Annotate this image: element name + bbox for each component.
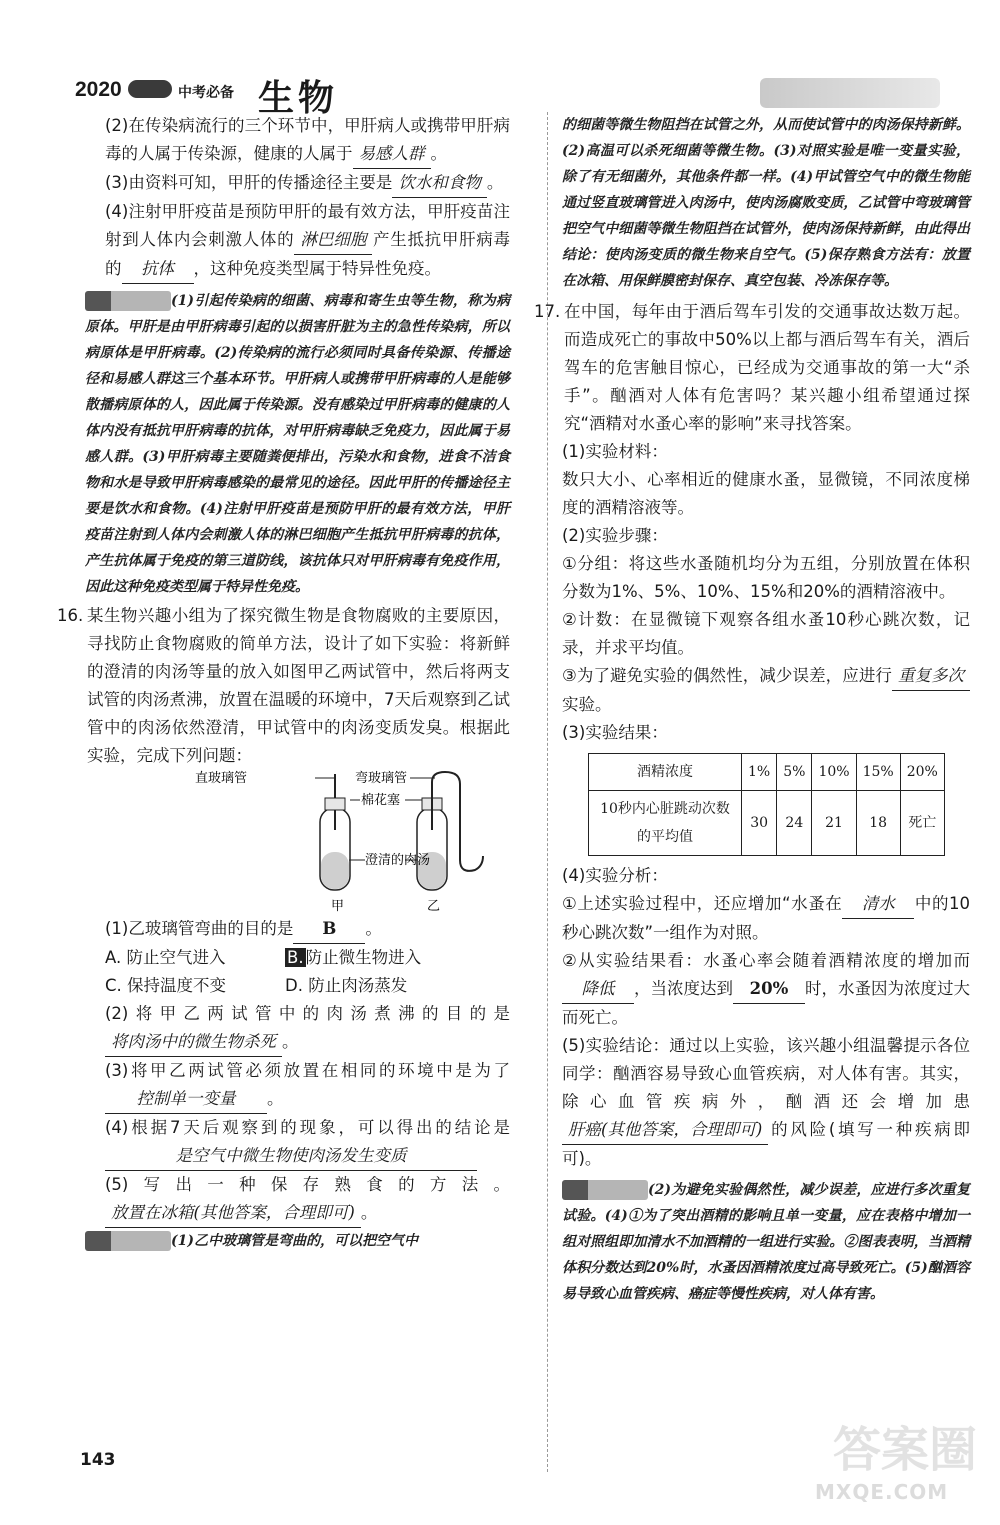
- q16-sub2-text: (2)将甲乙两试管中的肉汤煮沸的目的是: [105, 1004, 510, 1023]
- table-cell: 24: [777, 791, 812, 856]
- q17-step3-end: 实验。: [562, 695, 612, 714]
- q17-step3-text: ③为了避免实验的偶然性，减少误差，应进行: [562, 666, 892, 685]
- q16-sub3-text: (3)将甲乙两试管必须放置在相同的环境中是为了: [105, 1061, 510, 1080]
- q16-analysis: [85, 1228, 510, 1254]
- q17-conclusion-end: 的风险(填写一种疾病即可)。: [562, 1120, 970, 1168]
- label-bent-tube: 弯玻璃管: [355, 771, 408, 786]
- option-c: C. 保持温度不变: [105, 976, 227, 995]
- table-cell: 15%: [856, 754, 900, 791]
- table-cell: 21: [812, 791, 856, 856]
- page-header: [0, 0, 1000, 119]
- q16-options: [85, 944, 510, 1000]
- q17-materials-text: 数只大小、心率相近的健康水蚤，显微镜，不同浓度梯度的酒精溶液等。: [562, 470, 970, 517]
- q16-answer-4: 是空气中微生物使肉汤发生变质: [105, 1142, 477, 1171]
- analysis-badge: [562, 1180, 648, 1200]
- q16-stem: 某生物兴趣小组为了探究微生物是食物腐败的主要原因，寻找防止食物腐败的简单方法，设计了如下实验：将新鲜的澄清的肉汤等量的放入如图甲乙两试管中，然后将两支试管的肉汤煮沸，放置在温暖的环境中，7天后观察到乙试管中的肉汤依然澄清，甲试管中的肉汤变质发臭。根据此实验，完成下列问题：: [87, 606, 510, 765]
- q15-analysis-text: (1)引起传染病的细菌、病毒和寄生虫等生物，称为病原体。甲肝是由甲肝病毒引起的以损害肝脏为主的急性传染病，所以病原体是甲肝病毒。(2)传染病的流行必须同时具备传染源、传播途径和易感人群这三个基本环节。甲肝病人或携带甲肝病毒的人是能够散播病原体的人，因此属于传染源。没有感染过甲肝病毒的健康的人体内没有抵抗甲肝病毒的抗体，对甲肝病毒缺乏免疫力，因此属于易感人群。(3)甲肝病毒主要随粪便排出，污染水和食物，进食不洁食物和水是导致甲肝病毒感染的最常见的途径。因此甲肝的传播途径主要是饮水和食物。(4)注射甲肝疫苗是预防甲肝的最有效方法，甲肝疫苗注射到人体内会刺激人体的淋巴细胞产生抵抗甲肝病毒的抗体，产生抗体属于免疫的第三道防线，该抗体只对甲肝病毒有免疫作用，因此这种免疫类型属于特异性免疫。: [85, 293, 510, 595]
- cotton-plug-jia: [325, 798, 345, 810]
- q17-analysis-text: (2)为避免实验偶然性，减少误差，应进行多次重复试验。(4)①为了突出酒精的影响且单一变量，应在表格中增加一组对照组即加清水不加酒精的一组进行实验。②图表表明，当酒精体积分数达到20%时，水蚤因酒精浓度过高导致死亡。(5)酗酒容易导致心血管疾病、癌症等慢性疾病，对人体有害。: [562, 1182, 970, 1302]
- q15-part2-text: (2)在传染病流行的三个环节中，甲肝病人或携带甲肝病毒的人属于传染源，健康的人属于: [105, 116, 510, 163]
- watermark-logo: 答案圈: [832, 1422, 977, 1478]
- table-cell: 18: [856, 791, 900, 856]
- q15-answer-3: 饮水和食物: [392, 169, 487, 198]
- brand-logo: [128, 80, 172, 98]
- q17-analysis-heading: (4)实验分析：: [562, 866, 668, 885]
- q16-answer-1: B: [293, 915, 365, 944]
- q16-sub1: (1)乙玻璃管弯曲的目的是 B 。: [85, 915, 510, 944]
- results-table: [588, 753, 945, 856]
- q17-answer-a2a: 降低: [562, 975, 634, 1004]
- table-cell: 5%: [777, 754, 812, 791]
- analysis-badge: [85, 1231, 171, 1251]
- q15-part4-text-a: (4)注射甲肝疫苗是预防甲肝的最有效方法，甲肝疫苗注射到人体内会刺激人体的: [105, 202, 510, 249]
- q17-answer-step3: 重复多次: [892, 662, 970, 691]
- table-row: [589, 791, 945, 856]
- q16: [57, 602, 510, 770]
- q17-analysis: [562, 1177, 970, 1307]
- q17-answer-conclusion: 肝癌(其他答案，合理即可): [562, 1116, 768, 1145]
- label-straight-tube: 直玻璃管: [195, 771, 248, 786]
- book-series: 中考必备: [178, 85, 234, 101]
- q17-analysis-2-end: 时，水蚤因为浓度过大而死亡。: [562, 979, 970, 1027]
- label-broth: 澄清的肉汤: [365, 853, 431, 868]
- q17-analysis-1: [562, 890, 970, 947]
- q17-number: 17.: [534, 302, 561, 321]
- option-b: [285, 944, 485, 972]
- table-cell: 10%: [812, 754, 856, 791]
- table-row: [589, 754, 945, 791]
- q17-step3: [562, 662, 970, 719]
- q16-sub2: (2)将甲乙两试管中的肉汤煮沸的目的是将肉汤中的微生物杀死 。: [85, 1000, 510, 1057]
- label-jia: 甲: [331, 899, 345, 914]
- q15-part4-text-b: 产生抵抗甲肝病毒的: [105, 230, 511, 278]
- q17-analysis-1-end: 中的10秒心跳次数”一组作为对照。: [562, 894, 970, 942]
- q16-analysis-continued: 的细菌等微生物阻挡在试管之外，从而使试管中的肉汤保持新鲜。(2)高温可以杀死细菌等微生物。(3)对照实验是唯一变量实验，除了有无细菌外，其他条件都一样。(4)甲试管空气中的微生物能通过竖直玻璃管进入肉汤中，使肉汤腐败变质，乙试管中弯玻璃管把空气中细菌等微生物阻挡在试管外，使肉汤保持新鲜，由此得出结论：使肉汤变质的微生物来自空气。(5)保存熟食方法有：放置在冰箱、用保鲜膜密封保存、真空包装、冷冻保存等。: [562, 117, 970, 289]
- q17-answer-a1: 清水: [842, 890, 914, 919]
- q15-answer-4a: 淋巴细胞: [294, 226, 372, 255]
- option-b-text: 防止微生物进入: [305, 948, 422, 967]
- q17-conclusion-text: (5)实验结论：通过以上实验，该兴趣小组温馨提示各位同学：酗酒容易导致心血管疾病，对人体有害。其实，除心血管疾病外，酗酒还会增加患: [562, 1036, 970, 1111]
- table-cell: 1%: [742, 754, 777, 791]
- q16-sub4-text: (4)根据7天后观察到的现象，可以得出的结论是: [105, 1118, 510, 1137]
- q16-answer-3: 控制单一变量: [105, 1085, 267, 1114]
- q16-answer-2: 将肉汤中的微生物杀死: [105, 1028, 282, 1057]
- subject-title: 生物: [258, 77, 339, 119]
- analysis-badge: [85, 291, 171, 311]
- q15-part4: [85, 198, 510, 284]
- q17-steps-heading: (2)实验步骤：: [562, 526, 668, 545]
- q15-answer-2: 易感人群: [353, 140, 431, 169]
- q15-part3-text: (3)由资料可知，甲肝的传播途径主要是: [105, 173, 393, 192]
- q16-analysis-text: (1)乙中玻璃管是弯曲的，可以把空气中: [171, 1233, 418, 1249]
- test-tube-figure: [155, 770, 485, 915]
- option-b-marker: B.: [287, 948, 304, 967]
- q15-answer-4b: 抗体: [122, 255, 194, 284]
- option-a: A. 防止空气进入: [105, 948, 226, 967]
- q17-step1: ①分组：将这些水蚤随机均分为五组，分别放置在体积分数为1%、5%、10%、15%和20%的酒精溶液中。: [562, 554, 970, 601]
- table-cell: 死亡: [900, 791, 944, 856]
- table-cell-head: 酒精浓度: [589, 754, 742, 791]
- q17-materials-heading: (1)实验材料：: [562, 442, 668, 461]
- option-d: D. 防止肉汤蒸发: [285, 976, 408, 995]
- q17-results-heading: (3)实验结果：: [562, 723, 668, 742]
- section-banner: [760, 78, 940, 108]
- q16-sub5-text: (5)写出一种保存熟食的方法。: [105, 1175, 510, 1194]
- q17-step2: ②计数：在显微镜下观察各组水蚤10秒心跳次数，记录，并求平均值。: [562, 610, 970, 657]
- q15-part4-text-c: ，这种免疫类型属于特异性免疫。: [193, 259, 441, 278]
- q17-conclusion: [562, 1032, 970, 1173]
- table-cell: 30: [742, 791, 777, 856]
- watermark-site: MXQE.COM: [815, 1480, 949, 1504]
- q17-analysis-2-text: ②从实验结果看：水蚤心率会随着酒精浓度的增加而: [562, 951, 970, 970]
- label-yi: 乙: [427, 899, 441, 914]
- q16-number: 16.: [57, 606, 84, 625]
- q16-sub5: (5)写出一种保存熟食的方法。放置在冰箱(其他答案，合理即可) 。: [85, 1171, 510, 1228]
- table-cell: 20%: [900, 754, 944, 791]
- book-year: 2020: [75, 78, 122, 101]
- q15-analysis: [85, 288, 510, 600]
- q17-analysis-1-text: ①上述实验过程中，还应增加“水蚤在: [562, 894, 843, 913]
- left-column: [57, 112, 511, 1254]
- q15-part2: (2)在传染病流行的三个环节中，甲肝病人或携带甲肝病毒的人属于传染源，健康的人属于 易感人群 。: [85, 112, 510, 169]
- q17: [534, 298, 970, 438]
- right-column: [534, 112, 970, 1307]
- q16-sub3: (3)将甲乙两试管必须放置在相同的环境中是为了控制单一变量 。: [85, 1057, 510, 1114]
- q17-stem: 在中国，每年由于酒后驾车引发的交通事故达数万起。而造成死亡的事故中50%以上都与酒后驾车有关，酒后驾车的危害触目惊心，已经成为交通事故的第一大“杀手”。酗酒对人体有危害吗？某兴趣小组希望通过探究“酒精对水蚤心率的影响”来寻找答案。: [564, 302, 970, 433]
- broth-jia: [321, 852, 349, 889]
- q17-answer-a2b: 20%: [733, 975, 805, 1004]
- q15-part3: (3)由资料可知，甲肝的传播途径主要是 饮水和食物 。: [85, 169, 510, 198]
- page-number: 143: [80, 1450, 116, 1470]
- test-tube-diagram: [155, 770, 485, 915]
- label-cotton: 棉花塞: [361, 793, 401, 808]
- q16-answer-5: 放置在冰箱(其他答案，合理即可): [105, 1199, 361, 1228]
- q16-sub4: [85, 1114, 510, 1171]
- q16-sub1-text: (1)乙玻璃管弯曲的目的是: [105, 919, 294, 938]
- q17-analysis-2: [562, 947, 970, 1032]
- table-cell-head: 10秒内心脏跳动次数的平均值: [589, 791, 742, 856]
- q17-analysis-2-mid: ，当浓度达到: [634, 979, 733, 998]
